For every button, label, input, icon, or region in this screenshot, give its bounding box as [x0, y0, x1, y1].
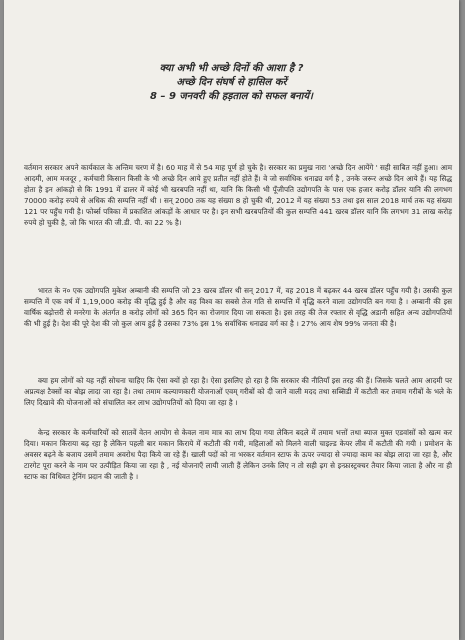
title-line-2: अच्छे दिन संघर्ष से हासिल करें — [176, 77, 287, 88]
paragraph-1: वर्तमान सरकार अपने कार्यकाल के अन्तिम चरण में है। 60 माह में से 54 माह पूर्ण हो चुके है। सरकार का प्रमुख नारा 'अच्छे दिन आयेंगे ' सही साबित नहीं हुआ। आम आदमी, आम मजदूर , कर्मचारी किसान किसी के भी अच्छे दिन आये हुए प्रतीत नहीं होते हैं। वे जो सर्वाधिक धनाढ्य वर्ग है , उनके जरूर अच्छे दिन आये हैं। यह सिद्ध होता है इन आंकड़ो से कि 1991 में ढालर में कोई भी खरबपति नहीं था, यानि कि किसी भी पूँजीपति उद्योगपति के पास एक हजार करोड़ डॉलर यानि की लगभग 70000 करोड़ रुपये से अधिक की सम्पत्ति नहीं थी । सन् 2000 तक यह संख्या 8 हो चुकी थी, 2012 में यह संख्या 53 तथा इस साल 2018 मार्च तक यह संख्या 121 पर पहुँच गयी है। फोर्ब्स पत्रिका में प्रकाशित आंकड़ों के आधार पर है। इन सभी खरबपतियों की कुल सम्पत्ति 441 खरब डॉलर यानि कि लगभग 31 लाख करोड़ रुपये हो चुकी है, जो कि भारत की जी.डी. पी. का 22 % है। — [24, 163, 452, 227]
paragraph-2: भारत के न० एक उद्योगपति मुकेश अम्बानी की सम्पत्ति जो 23 खरब डॉलर थी सन् 2017 में, वह 2018 में बढ़कर 44 खरब डॉलर पहुँच गयी है। उसकी कुल सम्पत्ति में एक वर्ष में 1,19,000 करोड़ की वृद्धि हुई है और वह विश्व का सबसे तेज गति से सम्पत्ति में वृद्धि करने वाला उद्योगपति बन गया है । अम्बानी की इस वार्षिक बढ़ोत्तरी से मनरेगा के अंतर्गत 8 करोड़ लोगों को 365 दिन का रोजगार दिया जा सकता है। इस तरह की तेज रफ्तार से वृद्धि अडानी सहित अन्य उद्योगपतियों की भी हुई है। देश की पूरे देश की जो कुल आय हुई है उसका 73% इस 1% सर्वाधिक धनाढ्य वर्ग का है । 27% आय शेष 99% जनता की है। — [24, 286, 452, 328]
title-line-3: 8 – 9 जनवरी की हड़ताल को सफल बनायें। — [150, 91, 313, 102]
document-page — [4, 0, 459, 640]
paragraph-4-block — [24, 428, 452, 483]
paragraph-3: क्या हम लोगों को यह नहीं सोचना चाहिए कि ऐसा क्यों हो रहा है। ऐसा इसलिए हो रहा है कि सरकार की नीतियाँ इस तरह की हैं। जिसके चलते आम आदमी पर अप्रत्यक्ष टैक्सों का बोझ लादा जा रहा है। तथा तमाम कल्याणकारी योजनाओं एवम् गरीबों को दी जाने वाली मदद तथा सब्सिडी में कटौती कर तमाम गरीबों के भले के लिए दिखावे की योजनाओं को संचालित कर लाभ उद्योगपतियों को दिया जा रहा है । — [24, 376, 452, 407]
paragraph-1-block — [24, 163, 452, 228]
paragraph-3-block — [24, 376, 452, 409]
title-block — [4, 62, 459, 104]
paragraph-2-block — [24, 286, 452, 330]
paragraph-4: केन्द्र सरकार के कर्मचारियों को सातवें वेतन आयोग से केवल नाम मात्र का लाभ दिया गया लेकिन बदले में तमाम भत्तों तथा ब्याज मुक्त एडवांसों को खत्म कर दिया। मकान किराया बढ़ रहा है लेकिन पहली बार मकान किराये में कटौती की गयी, महिलाओं को मिलने वाली चाइल्ड केयर लीव में कटौती की गयी । प्रमोशन के अवसर बढ़ने के बजाय उसमें तमाम अवरोध पैदा किये जा रहे हैं। खाली पदों को ना भरकर वर्तमान स्टाफ के ऊपर ज्यादा से ज्यादा काम का बोझ लादा जा रहा है, और टारगेट पूरा करने के नाम पर उत्पीड़ित किया जा रहा है , नई योजनाएँ लायी जाती हैं लेकिन उनके लिए न तो सही ढ़ग से इन्फ्रास्ट्रक्चर तैयार किया जाता है और ना ही स्टाफ का विधिवत ट्रेनिंग प्रदान की जाती है । — [24, 428, 452, 481]
title-line-1: क्या अभी भी अच्छे दिनों की आशा है ? — [159, 63, 304, 74]
